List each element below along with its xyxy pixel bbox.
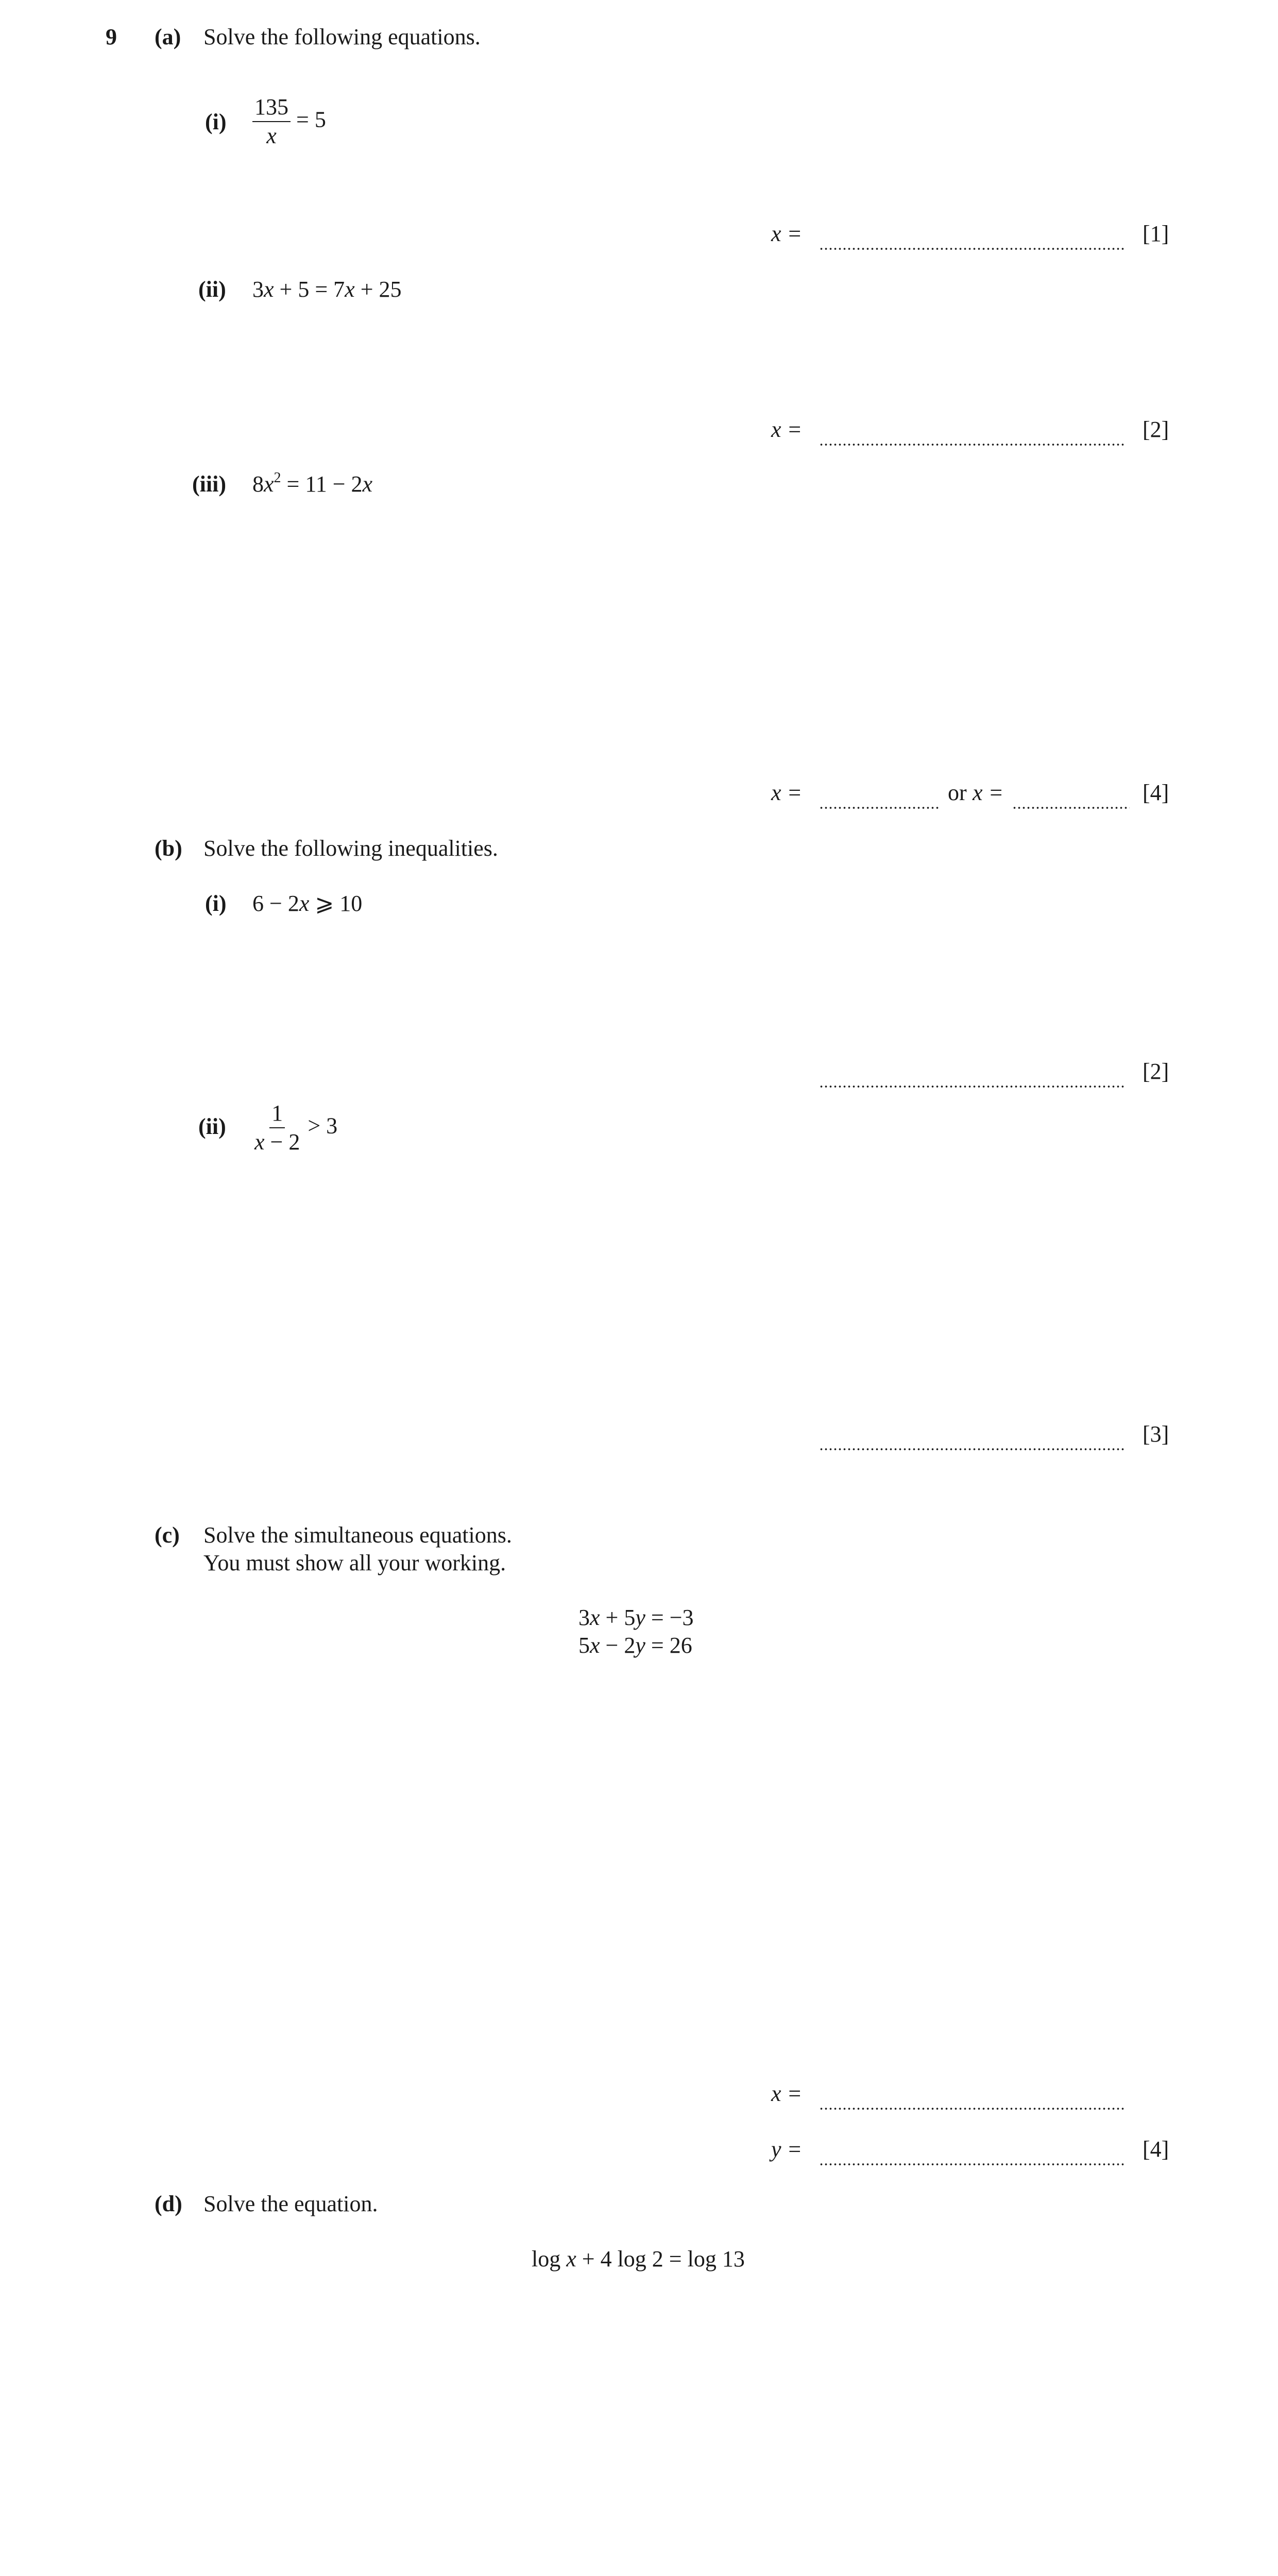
eq-term: 5 [578, 1633, 590, 1658]
eq-variable: x [254, 1129, 265, 1155]
simultaneous-equation-2 [578, 1634, 692, 1657]
part-b-label: (b) [155, 836, 182, 861]
eq-variable: x [590, 1605, 600, 1630]
part-d-instruction: Solve the equation. [203, 2191, 378, 2216]
eq-variable: x [566, 2246, 576, 2272]
part-d-label: (d) [155, 2191, 182, 2216]
marks-b-ii: [3] [1143, 1421, 1169, 1447]
equation-a-i [252, 95, 326, 148]
part-c-instruction-1: Solve the simultaneous equations. [203, 1522, 512, 1548]
eq-variable: x [590, 1633, 600, 1658]
part-a-iii-label: (iii) [192, 471, 226, 497]
fraction-numerator: 135 [252, 95, 291, 122]
eq-term: = −3 [645, 1605, 694, 1630]
answer-line-b-i[interactable] [819, 1071, 1126, 1093]
eq-term: + 4 log 2 = log 13 [576, 2246, 745, 2272]
answer-line-b-ii[interactable] [819, 1433, 1126, 1456]
answer-line-c-x[interactable] [819, 2093, 1126, 2115]
eq-term: + 5 [600, 1605, 636, 1630]
fraction-denominator [252, 1128, 302, 1154]
eq-term: ⩾ 10 [309, 891, 363, 916]
answer-line-c-y[interactable] [819, 2148, 1126, 2171]
part-a-label: (a) [155, 24, 181, 49]
eq-term: log [532, 2246, 567, 2272]
marks-a-ii: [2] [1143, 417, 1169, 442]
eq-variable: x [264, 471, 274, 497]
answer-line-a-i[interactable] [819, 233, 1126, 256]
answer-prefix-a-iii-2: x = [973, 780, 1004, 805]
inequality-b-i [252, 892, 362, 915]
fraction-denominator: x [266, 123, 277, 149]
part-a-ii-label: (ii) [198, 277, 226, 302]
part-b-i-label: (i) [205, 891, 227, 916]
eq-term: − 2 [600, 1633, 636, 1658]
part-b-ii-label: (ii) [198, 1114, 226, 1139]
answer-prefix-c-x: x = [771, 2081, 803, 2106]
part-c-label: (c) [155, 1522, 180, 1548]
answer-line-a-iii-1[interactable] [819, 792, 939, 815]
part-c-instruction-2: You must show all your working. [203, 1550, 506, 1575]
equation-rhs: = 5 [291, 107, 326, 132]
inequality-b-ii [252, 1101, 337, 1154]
eq-term: + 25 [354, 277, 402, 302]
answer-line-a-ii[interactable] [819, 429, 1126, 451]
eq-variable: y [635, 1605, 645, 1630]
marks-a-iii: [4] [1143, 780, 1169, 805]
answer-prefix-a-i: x = [771, 221, 803, 246]
part-b-instruction: Solve the following inequalities. [203, 836, 498, 861]
simultaneous-equation-1 [578, 1606, 694, 1629]
part-a-instruction: Solve the following equations. [203, 24, 481, 49]
answer-prefix-a-ii: x = [771, 417, 803, 442]
fraction-1-over-x-minus-2 [252, 1101, 302, 1154]
eq-term: 3 [578, 1605, 590, 1630]
answer-line-a-iii-2[interactable] [1012, 792, 1130, 815]
marks-c: [4] [1143, 2137, 1169, 2162]
question-number: 9 [106, 24, 117, 49]
log-equation [532, 2248, 745, 2270]
eq-term: − 2 [264, 1129, 300, 1155]
part-a-i-label: (i) [205, 109, 227, 134]
or-text: or [948, 780, 967, 805]
marks-a-i: [1] [1143, 221, 1169, 246]
eq-term: + 5 = 7 [274, 277, 345, 302]
eq-variable: x [264, 277, 274, 302]
eq-term: 6 − 2 [252, 891, 299, 916]
fraction-135-over-x [252, 95, 291, 148]
eq-variable: x [362, 471, 373, 497]
equation-a-ii [252, 278, 402, 301]
eq-term: 8 [252, 471, 264, 497]
eq-variable: x [345, 277, 355, 302]
answer-prefix-c-y: y = [771, 2137, 803, 2162]
eq-term: = 11 − 2 [281, 471, 363, 497]
eq-term: = 26 [645, 1633, 692, 1658]
inequality-rhs: > 3 [302, 1113, 338, 1139]
eq-exponent: 2 [274, 470, 281, 486]
answer-prefix-a-iii: x = [771, 780, 803, 805]
fraction-numerator: 1 [269, 1101, 285, 1128]
eq-term: 3 [252, 277, 264, 302]
eq-variable: y [635, 1633, 645, 1658]
equation-a-iii [252, 470, 373, 497]
eq-variable: x [299, 891, 310, 916]
marks-b-i: [2] [1143, 1059, 1169, 1084]
